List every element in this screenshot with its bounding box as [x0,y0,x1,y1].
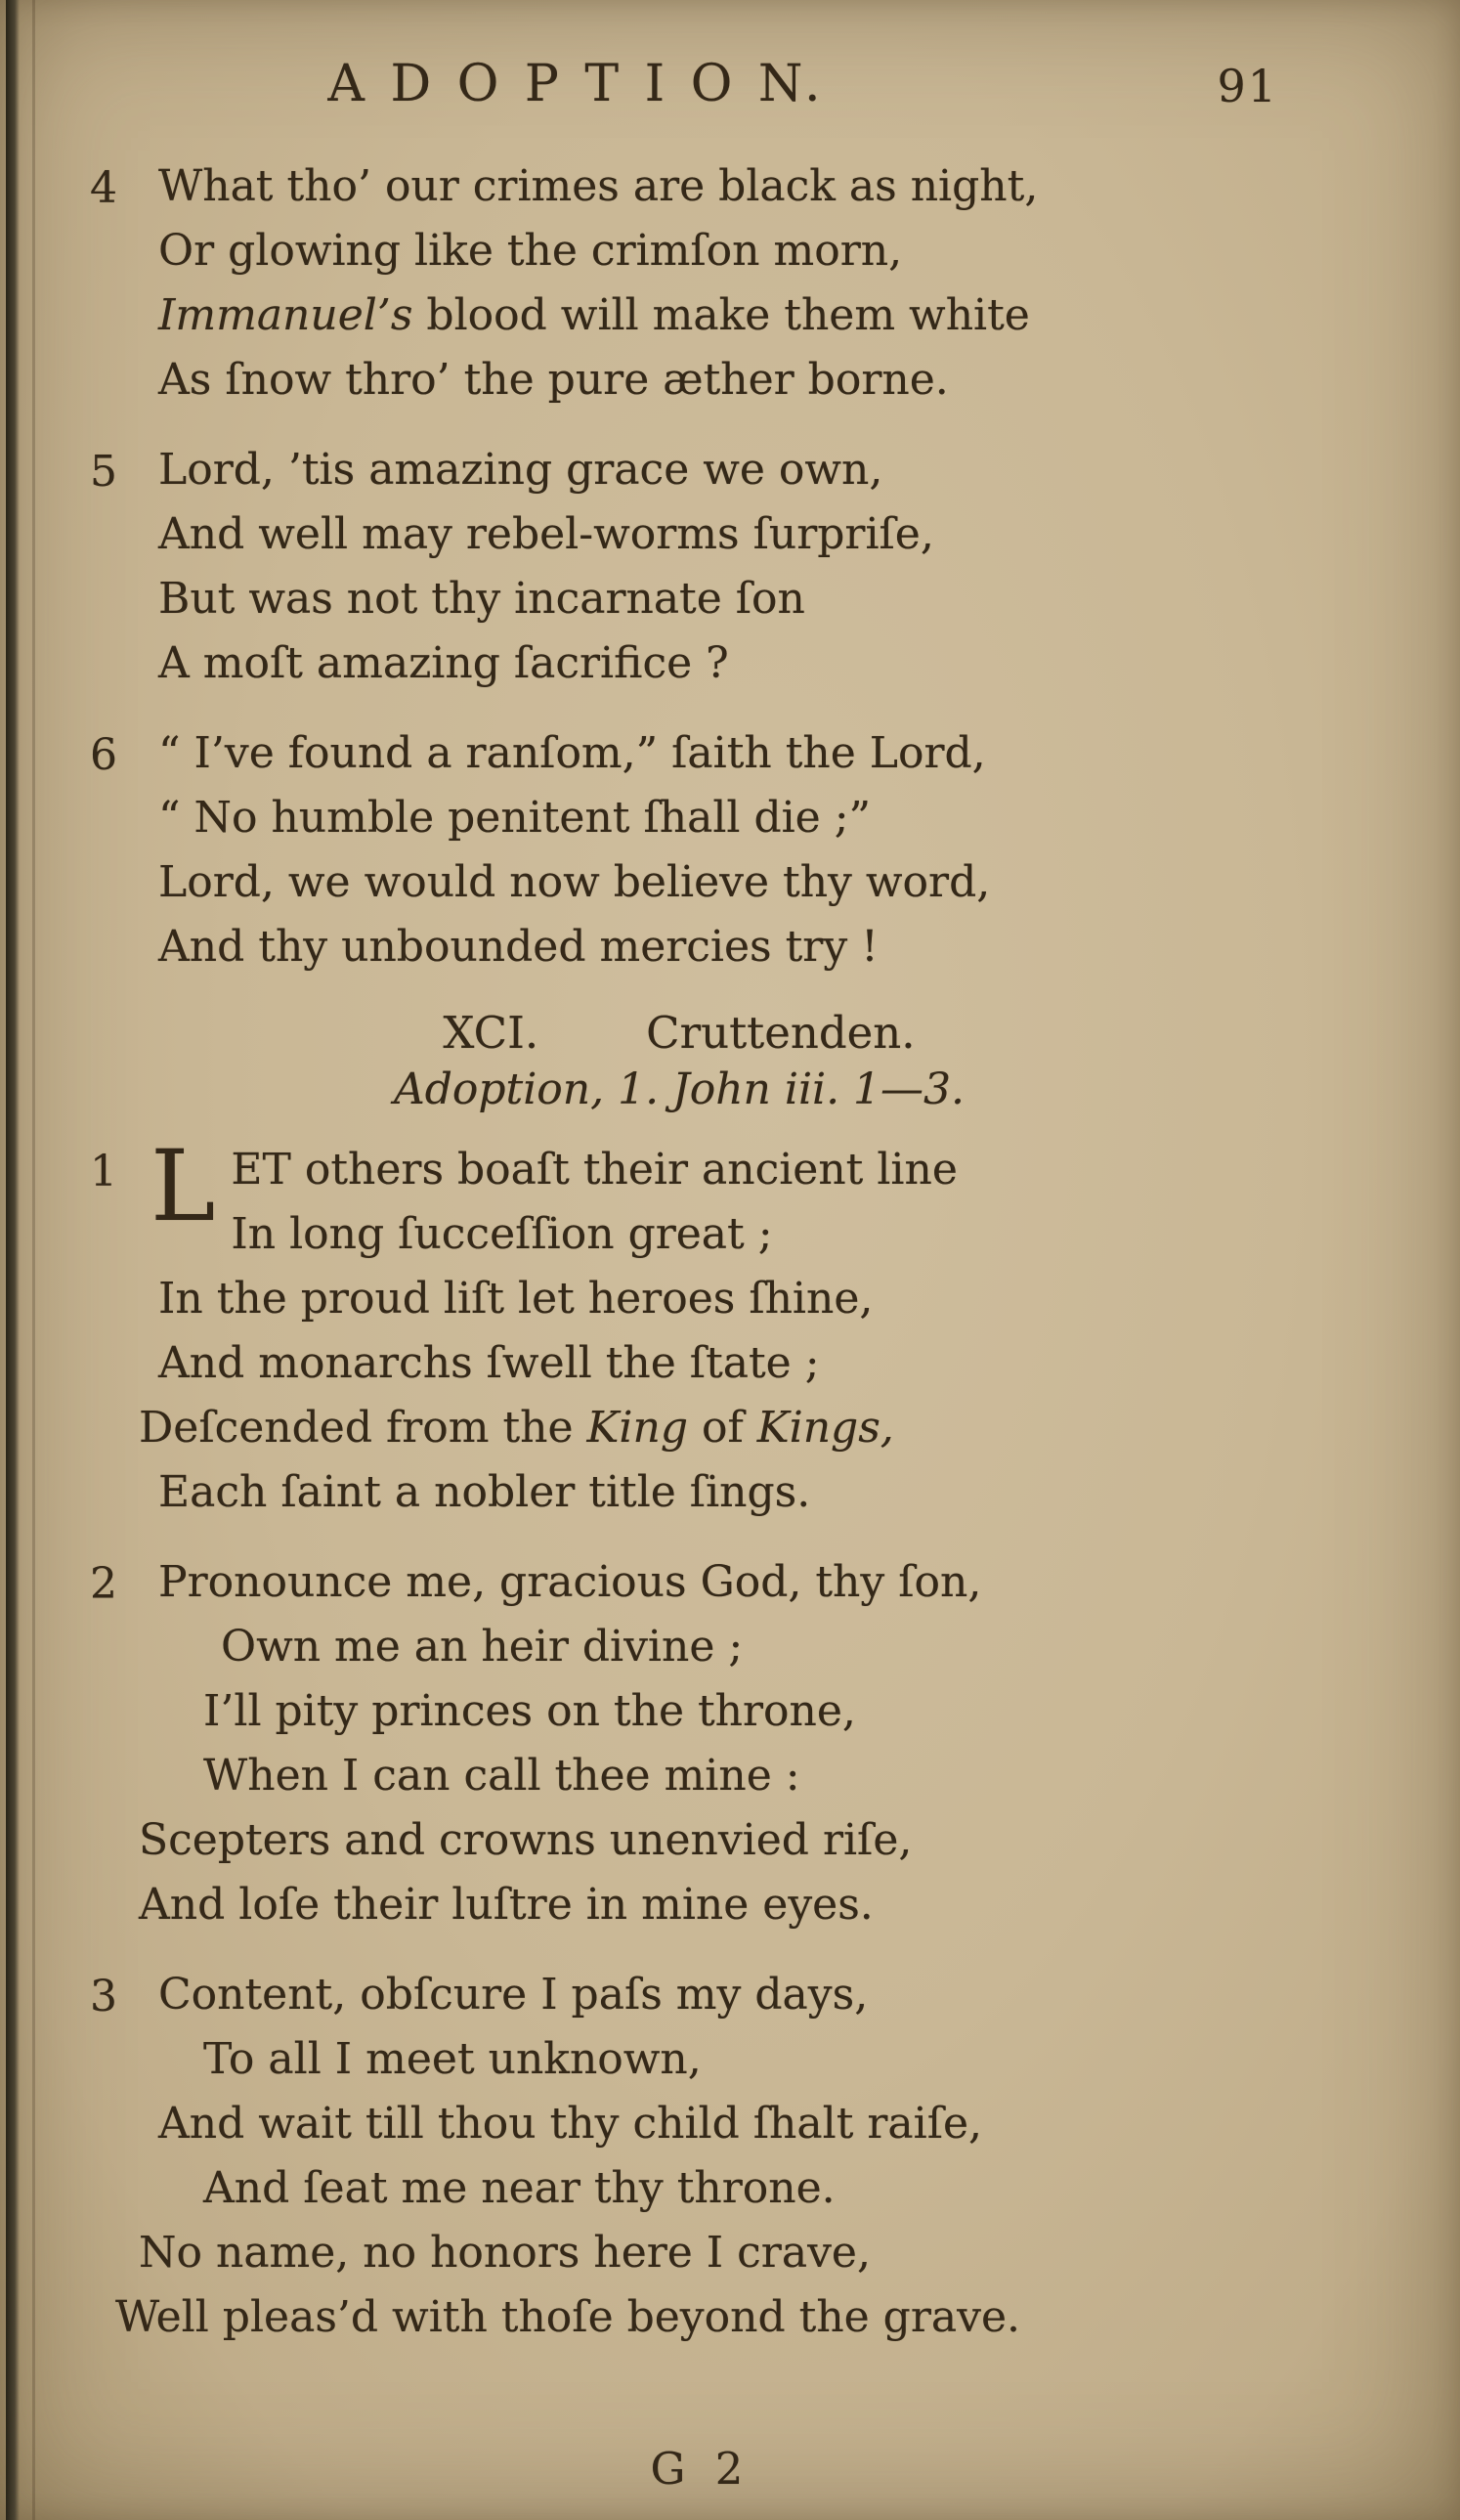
stanza-number: 6 [90,730,117,780]
verse-text: Lord, we would now believe thy word, [158,857,991,907]
verse-line [203,2156,1351,2221]
verse-text: In the proud liſt let heroes ſhine, [158,1274,874,1324]
verse-line [203,2027,1351,2092]
stanza-body [158,438,1351,696]
dropcap-letter: L [150,1129,216,1243]
running-header [96,55,1351,129]
verse-text: Lord, ’tis amazing grace we own, [158,445,883,495]
stanza-number: 3 [90,1972,117,2021]
verse-text: What tho’ our crimes are black as night, [158,161,1039,211]
verse-line [158,283,1351,348]
verse-text: But was not thy incarnate ſon [158,574,805,624]
verse-line [158,567,1351,631]
verse-text: Scepters and crowns unenvied riſe, [139,1815,913,1865]
verse-line [158,1550,1351,1615]
hymn-title-line [96,1005,1263,1062]
stanza-number: 1 [90,1147,117,1196]
verse-text: And monarchs ſwell the ſtate ; [158,1338,820,1388]
verse-text: of [688,1403,757,1453]
verse-text: When I can call thee mine : [203,1751,800,1801]
verse-text: Well pleas’d with thoſe beyond the grave. [115,2292,1020,2342]
italic-text: Immanuel’s [158,290,413,340]
verse-text: I’ll pity princes on the throne, [203,1686,856,1736]
stanza-number: 4 [90,163,117,213]
hymn-xci-stanza-list [90,1129,1351,2350]
stanza [90,1550,1351,1937]
verse-text: As ſnow thro’ the pure æther borne. [158,355,949,405]
verse-line [203,1679,1351,1744]
italic-text: Kings, [756,1403,894,1453]
verse-line [158,631,1351,696]
verse-text: And ſeat me near thy throne. [203,2163,836,2213]
signature-mark: G 2 [650,2443,751,2495]
stanza-number: 2 [90,1559,117,1609]
verse-text: Each ſaint a nobler title ſings. [158,1467,811,1517]
verse-text: Or glowing like the crimſon morn, [158,226,903,276]
verse-line [158,438,1351,502]
hymn-author: Cruttenden. [646,1007,916,1059]
verse-text: In long ſucceſſion great ; [231,1209,773,1259]
verse-line [158,786,1351,850]
verse-line [158,348,1351,413]
verse-text: “ I’ve found a ranſom,” ſaith the Lord, [158,728,986,778]
verse-line [158,2092,1351,2156]
stanza-body [158,154,1351,413]
stanza [90,1963,1351,2350]
verse-text: Content, obſcure I paſs my days, [158,1970,869,2020]
verse-line [139,1808,1351,1873]
stanza [90,1129,1351,1525]
hymn-reference [96,1062,1263,1118]
verse-text: Own me an heir divine ; [221,1622,744,1672]
verse-text: Deſcended from the [139,1403,587,1453]
stanza-body [139,1550,1351,1937]
verse-line [158,1138,1351,1202]
verse-line [158,1267,1351,1331]
stanza-body [115,1963,1351,2350]
stanza [90,721,1351,979]
stanza-body [139,1129,1351,1525]
verse-text: ET others boaſt their ancient line [231,1145,958,1195]
verse-line [221,1615,1351,1679]
page-title: A D O P T I O N. [327,55,826,113]
italic-text: King [586,1403,688,1453]
verse-line [158,502,1351,567]
verse-line [139,2221,1351,2285]
verse-text: And wait till thou thy child ſhalt raiſe, [158,2099,983,2149]
hymn-reference-text: Adoption, [393,1064,605,1114]
page-number: 91 [1217,60,1278,112]
verse-line [158,850,1351,915]
verse-text: No name, no honors here I crave, [139,2228,871,2278]
verse-line [158,915,1351,979]
verse-text: And thy unbounded mercies try ! [158,922,879,972]
verse-text: Pronounce me, gracious God, thy ſon, [158,1557,982,1607]
verse-line [158,1202,1351,1267]
stanza [90,438,1351,696]
verse-line [158,219,1351,283]
stanza-number: 5 [90,447,117,497]
stanza-body [158,721,1351,979]
verse-text: And loſe their luſtre in mine eyes. [139,1880,874,1930]
verse-line [158,721,1351,786]
verse-text: A moſt amazing ſacrifice ? [158,638,729,688]
verse-line [158,1963,1351,2027]
verse-line [203,1744,1351,1808]
verse-line [139,1873,1351,1937]
verse-line [158,1460,1351,1525]
hymn-heading [96,1005,1263,1118]
verse-text: And well may rebel-worms ſurpriſe, [158,509,934,559]
verse-text: blood will make them white [412,290,1030,340]
hymn-number: XCI. [443,1007,539,1059]
verse-line [158,154,1351,219]
verse-text: “ No humble penitent ſhall die ;” [158,793,872,843]
verse-line [139,1396,1351,1460]
stanza [90,154,1351,413]
verse-line [115,2285,1351,2350]
hymn-xc-stanza-list [90,154,1351,979]
verse-text: To all I meet unknown, [203,2034,702,2084]
hymn-reference-text: 1. John iii. 1—3. [604,1064,966,1114]
verse-line [158,1331,1351,1396]
